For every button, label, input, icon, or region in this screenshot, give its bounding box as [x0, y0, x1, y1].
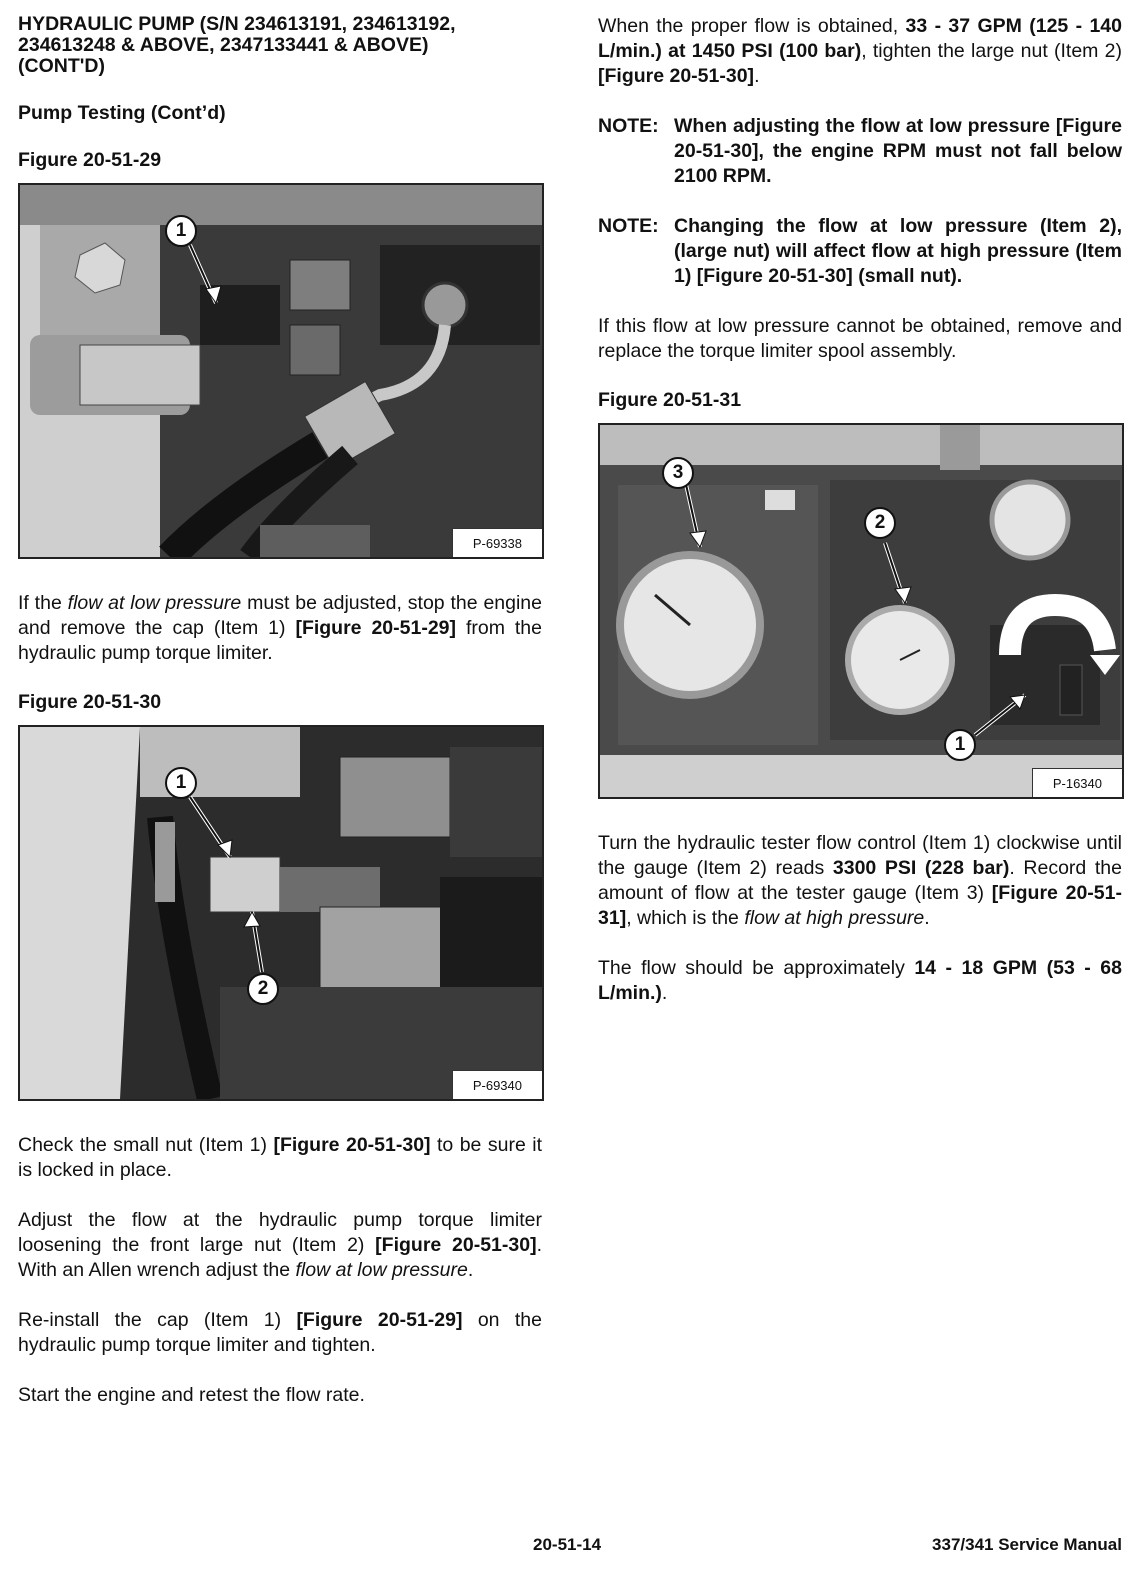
paragraph-check-nut: Check the small nut (Item 1) [Figure 20-51-30] to be sure it is locked in place.	[18, 1134, 542, 1181]
callout-3: 3	[662, 457, 694, 489]
photo-code: P-69340	[452, 1070, 542, 1099]
page-number: 20-51-14	[533, 1535, 602, 1554]
paragraph-retest: Start the engine and retest the flow rate.	[18, 1384, 365, 1406]
paragraph-expected-flow: The flow should be approximately 14 - 18 GPM (53 - 68 L/min.).	[598, 957, 1122, 1004]
paragraph-replace-spool: If this flow at low pressure cannot be obtained, remove and replace the torque limiter spool assembly.	[598, 315, 1122, 362]
figure-photo-29	[18, 183, 544, 559]
figure-label-30: Figure 20-51-30	[18, 691, 162, 713]
callout-1: 1	[944, 729, 976, 761]
paragraph-remove-cap: If the flow at low pressure must be adjusted, stop the engine and remove the cap (Item 1) [Figure 20-51-29] from the hydraulic pump torque limiter.	[18, 592, 542, 664]
callout-2: 2	[247, 973, 279, 1005]
paragraph-proper-flow: When the proper flow is obtained, 33 - 37 GPM (125 - 140 L/min.) at 1450 PSI (100 bar), tighten the large nut (Item 2) [Figure 20-51-30].	[598, 15, 1122, 87]
paragraph-adjust-flow: Adjust the flow at the hydraulic pump torque limiter loosening the front large nut (Item 2) [Figure 20-51-30]. With an Allen wrench adjust the flow at low pressure.	[18, 1209, 542, 1281]
torque-limiter-photo	[20, 727, 542, 1099]
subheading: Pump Testing (Cont’d)	[18, 102, 226, 124]
paragraph-reinstall-cap: Re-install the cap (Item 1) [Figure 20-51-29] on the hydraulic pump torque limiter and tighten.	[18, 1309, 542, 1356]
figure-photo-30	[18, 725, 544, 1101]
photo-code: P-69338	[452, 528, 542, 557]
callout-1: 1	[165, 767, 197, 799]
callout-2: 2	[864, 507, 896, 539]
manual-title: 337/341 Service Manual	[932, 1535, 1122, 1554]
note-flow-change: NOTE: Changing the flow at low pressure (Item 2), (large nut) will affect flow at high pressure (Item 1) [Figure 20-51-30] (small nut).	[598, 215, 1122, 287]
figure-label-29: Figure 20-51-29	[18, 149, 162, 171]
right-column	[598, 14, 1122, 1006]
figure-photo-31	[598, 423, 1124, 799]
section-heading: HYDRAULIC PUMP (S/N 234613191, 234613192, 234613248 & ABOVE, 2347133441 & ABOVE) (CONT'D)	[18, 13, 456, 77]
note-rpm: NOTE: When adjusting the flow at low pressure [Figure 20-51-30], the engine RPM must not fall below 2100 RPM.	[598, 115, 1122, 187]
callout-1: 1	[165, 215, 197, 247]
photo-code: P-16340	[1032, 768, 1122, 797]
left-column	[18, 14, 542, 1408]
figure-label-31: Figure 20-51-31	[598, 389, 742, 411]
paragraph-turn-control: Turn the hydraulic tester flow control (Item 1) clockwise until the gauge (Item 2) reads 3300 PSI (228 bar). Record the amount of flow at the tester gauge (Item 3) [Figure 20-51-31], which is the flow at high pressure.	[598, 832, 1122, 929]
pump-cap-photo	[20, 185, 542, 557]
